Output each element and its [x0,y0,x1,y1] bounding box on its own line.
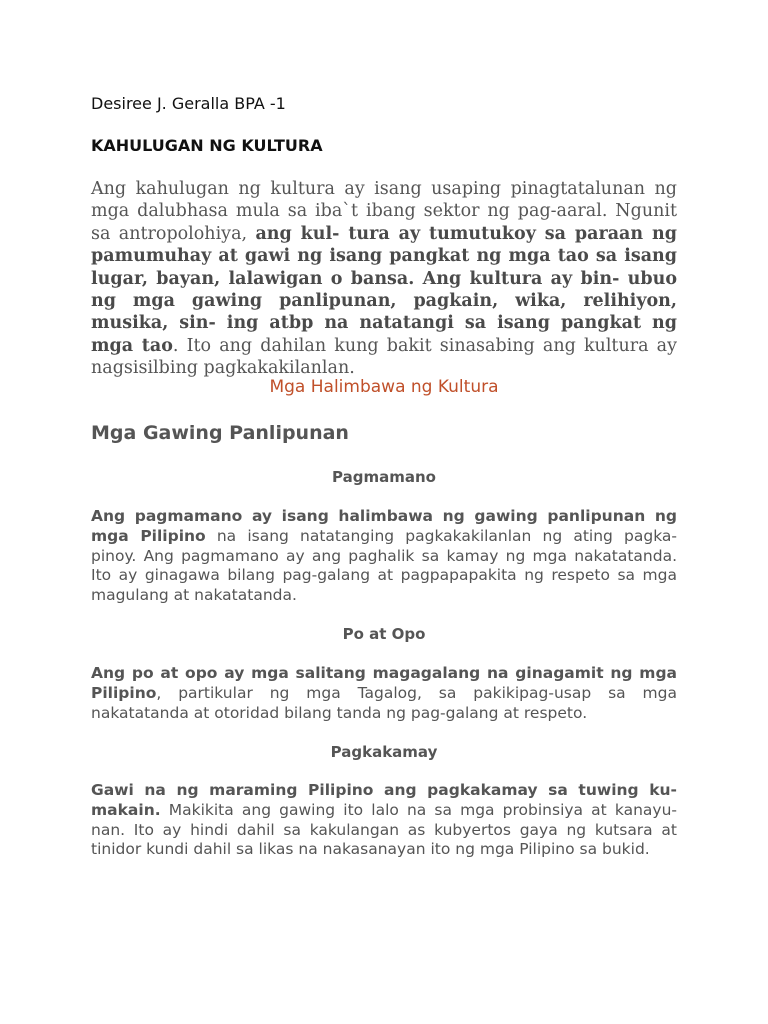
intro-bold-text: ang kul- tura ay tumutukoy sa paraan ng pamumuhay at gawi ng isang pangkat ng mga tao sa isang lugar, bayan, lalawigan o bansa. Ang kultura ay bin- ubuo ng mga gawing panlipunan, pagkain, wika, relihiyon, musika, sin- ing atbp na natatangi sa isang pangkat ng mga tao [91,223,677,356]
subsection-title-pagmamano: Pagmamano [332,468,436,486]
paragraph-bold-text: Ang pagmamano ay isang halimbawa ng gawing panlipunan ng mga Pilipino [91,507,677,545]
section-title: Mga Gawing Panlipunan [91,422,349,444]
paragraph-text: , partikular ng mga Tagalog, sa pakikipag-usap sa mga nakatatanda at otoridad bilang tanda ng pag-galang at respeto. [91,683,677,722]
subsection-title-pagkakamay: Pagkakamay [330,743,438,761]
document-heading: KAHULUGAN NG KULTURA [91,136,323,155]
subsection-title-po-at-opo: Po at Opo [342,625,426,643]
paragraph-pagmamano [91,507,677,606]
paragraph-po-at-opo [91,664,677,723]
paragraph-bold-text: Gawi na ng maraming Pilipino ang pagkakamay sa tuwing ku- makain. [91,781,677,819]
paragraph-pagkakamay [91,781,677,860]
intro-text-start: Ang kahulugan ng kultura ay isang usaping pinagtatalunan ng mga dalubhasa mula sa iba`t ibang sektor ng pag-aaral. Ngunit sa antropolohiya, [91,179,677,244]
intro-text-end: . Ito ang dahilan kung bakit sinasabing ang kultura ay nagsisilbing pagkakakilanlan. [91,335,677,379]
examples-title: Mga Halimbawa ng Kultura [269,377,499,397]
author-line: Desiree J. Geralla BPA -1 [91,94,286,113]
paragraph-text: na isang natatanging pagkakakilanlan ng ating pagka- pinoy. Ang pagmamano ay ang paghalik sa kamay ng mga nakatatanda. Ito ay ginagawa bilang pag-galang at pagpapapakita ng respeto sa mga magulang at nakatatanda. [91,526,677,605]
paragraph-text: Makikita ang gawing ito lalo na sa mga probinsiya at kanayu- nan. Ito ay hindi dahil sa kakulangan as kubyertos gaya ng kutsara at tinidor kundi dahil sa likas na nakasanayan ito ng mga Pilipino sa bukid. [91,800,677,859]
intro-paragraph [91,178,677,380]
paragraph-bold-text: Ang po at opo ay mga salitang magagalang na ginagamit ng mga Pilipino [91,664,677,702]
